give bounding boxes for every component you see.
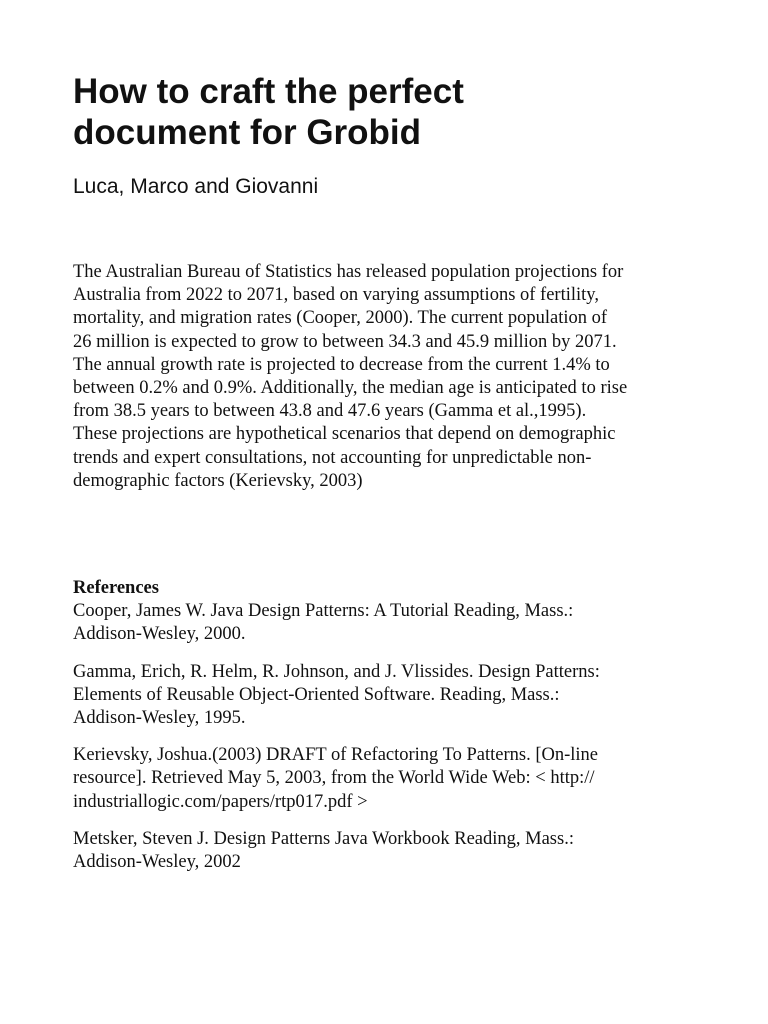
abstract-line: The annual growth rate is projected to decrease from the current 1.4% to (73, 354, 610, 375)
reference-line: industriallogic.com/papers/rtp017.pdf > (73, 791, 368, 812)
reference-line: resource]. Retrieved May 5, 2003, from the World Wide Web: < http:// (73, 768, 595, 789)
reference-item (73, 828, 713, 874)
title-line: document for Grobid (73, 113, 422, 152)
reference-line: Addison-Wesley, 2002 (73, 852, 241, 873)
abstract-line: These projections are hypothetical scenarios that depend on demographic (73, 424, 616, 445)
abstract-line: trends and expert consultations, not accounting for unpredictable non- (73, 447, 592, 468)
references-section (73, 577, 713, 888)
reference-line: Addison-Wesley, 1995. (73, 708, 246, 729)
abstract-line: 26 million is expected to grow to between 34.3 and 45.9 million by 2071. (73, 331, 617, 352)
abstract-line: Australia from 2022 to 2071, based on varying assumptions of fertility, (73, 285, 599, 306)
reference-line: Kerievsky, Joshua.(2003) DRAFT of Refactoring To Patterns. [On-line (73, 745, 599, 766)
abstract-line: demographic factors (Kerievsky, 2003) (73, 470, 363, 491)
reference-line: Elements of Reusable Object-Oriented Software. Reading, Mass.: (73, 684, 560, 705)
document-authors: Luca, Marco and Giovanni (73, 175, 319, 198)
reference-item (73, 661, 713, 731)
reference-item (73, 600, 713, 646)
abstract-paragraph (73, 261, 713, 493)
reference-line: Gamma, Erich, R. Helm, R. Johnson, and J. Vlissides. Design Patterns: (73, 661, 600, 682)
abstract-line: mortality, and migration rates (Cooper, 2000). The current population of (73, 308, 608, 329)
reference-line: Metsker, Steven J. Design Patterns Java Workbook Reading, Mass.: (73, 828, 574, 849)
abstract-line: The Australian Bureau of Statistics has released population projections for (73, 262, 624, 282)
reference-item (73, 744, 713, 814)
reference-line: Cooper, James W. Java Design Patterns: A Tutorial Reading, Mass.: (73, 601, 574, 622)
abstract-line: from 38.5 years to between 43.8 and 47.6 years (Gamma et al.,1995). (73, 401, 587, 422)
document-title (73, 71, 713, 153)
references-heading: References (73, 578, 159, 598)
abstract-line: between 0.2% and 0.9%. Additionally, the median age is anticipated to rise (73, 378, 628, 399)
title-line: How to craft the perfect (73, 72, 464, 111)
reference-line: Addison-Wesley, 2000. (73, 624, 246, 645)
